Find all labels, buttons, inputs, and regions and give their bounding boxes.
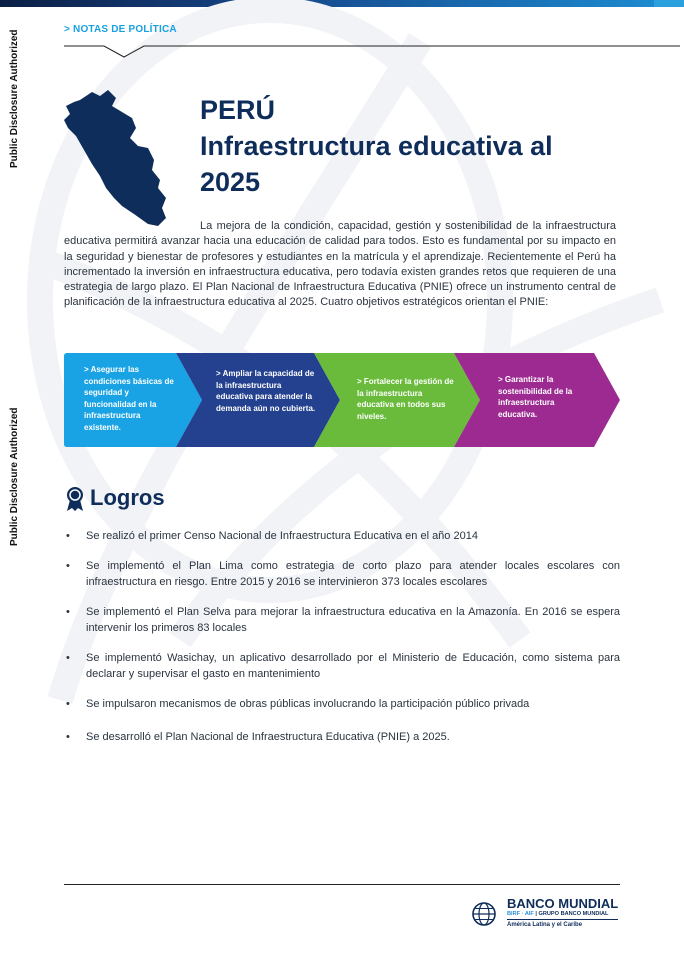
org-sub-right: | GRUPO BANCO MUNDIAL xyxy=(533,911,609,917)
bullet-marker: • xyxy=(66,731,70,743)
list-item-text: Se realizó el primer Censo Nacional de Infraestructura Educativa en el año 2014 xyxy=(86,530,478,542)
org-region: América Latina y el Caribe xyxy=(507,922,583,928)
bullet-marker: • xyxy=(66,530,70,542)
objective-1: > Asegurar las condiciones básicas de seguridad y funcionalidad en la infraestructura existente. xyxy=(84,365,174,432)
list-item-text: Se implementó el Plan Lima como estrategia de corto plazo para atender locales escolares con infraestructura en riesgo. Entre 2015 y 2016 se intervinieron 373 locales escolares xyxy=(86,560,620,588)
bullet-marker: • xyxy=(66,560,70,572)
list-item-text: Se implementó Wasichay, un aplicativo desarrollado por el Ministerio de Educación, como sistema para declarar y supervisar el gasto en mantenimiento xyxy=(86,652,620,680)
list-item-text: Se impulsaron mecanismos de obras públicas involucrando la participación público privada xyxy=(86,698,530,710)
org-rule xyxy=(507,919,618,920)
bullet-marker: • xyxy=(66,606,70,618)
intro-paragraph: La mejora de la condición, capacidad, gestión y sostenibilidad de la infraestructura educativa permitirá avanzar hacia una educación de calidad para todos. Esto es fundamental por su impacto en la seguridad y bienestar de profesores y estudiantes en la matrícula y el aprendizaje. Recientemente el Perú ha incrementado la inversión en infraestructura educativa, pero todavía existen grandes retos que requieren de una estrategia de largo plazo. El Plan Nacional de Infraestructura Educativa (PNIE) ofrece un instrumento central de planificación de la infraestructura educativa al 2025. Cuatro objetivos estratégicos orientan el PNIE: xyxy=(64,220,616,309)
list-item xyxy=(64,528,620,544)
title-country: PERÚ xyxy=(200,95,276,125)
world-bank-globe-icon xyxy=(472,902,496,926)
org-sub-left: BIRF · AIF xyxy=(507,911,534,917)
list-item xyxy=(64,558,620,590)
logros-heading: Logros xyxy=(90,485,165,510)
title-line: Infraestructura educativa al xyxy=(200,131,553,161)
list-item-text: Se implementó el Plan Selva para mejorar la infraestructura educativa en la Amazonía. En 2016 se espera intervenir los primeros 83 locales xyxy=(86,606,620,634)
footer-divider xyxy=(64,884,620,885)
peru-map-icon xyxy=(62,88,170,230)
bullet-marker: • xyxy=(66,652,70,664)
list-item xyxy=(64,729,620,745)
title-year: 2025 xyxy=(200,167,261,197)
bullet-marker: • xyxy=(66,698,70,710)
objective-2: > Ampliar la capacidad de la infraestructura educativa para atender la demanda aún no cubierta. xyxy=(216,369,316,413)
award-ribbon-icon xyxy=(64,486,86,512)
objective-4: > Garantizar la sostenibilidad de la infraestructura educativa. xyxy=(498,375,573,419)
header-divider xyxy=(64,40,680,60)
list-item xyxy=(64,696,620,712)
list-item xyxy=(64,604,620,636)
logros-list xyxy=(64,528,620,745)
list-item xyxy=(64,650,620,682)
side-label-disclosure: Public Disclosure Authorized xyxy=(9,407,20,546)
section-tag: > NOTAS DE POLÍTICA xyxy=(64,24,177,35)
list-item-text: Se desarrolló el Plan Nacional de Infraestructura Educativa (PNIE) a 2025. xyxy=(86,731,450,743)
org-subtitle xyxy=(507,911,608,917)
objective-3: > Fortalecer la gestión de la infraestructura educativa en todos sus niveles. xyxy=(357,377,454,421)
side-label-disclosure: Public Disclosure Authorized xyxy=(9,29,20,168)
org-name: BANCO MUNDIAL xyxy=(507,896,619,911)
page-title xyxy=(200,92,640,200)
